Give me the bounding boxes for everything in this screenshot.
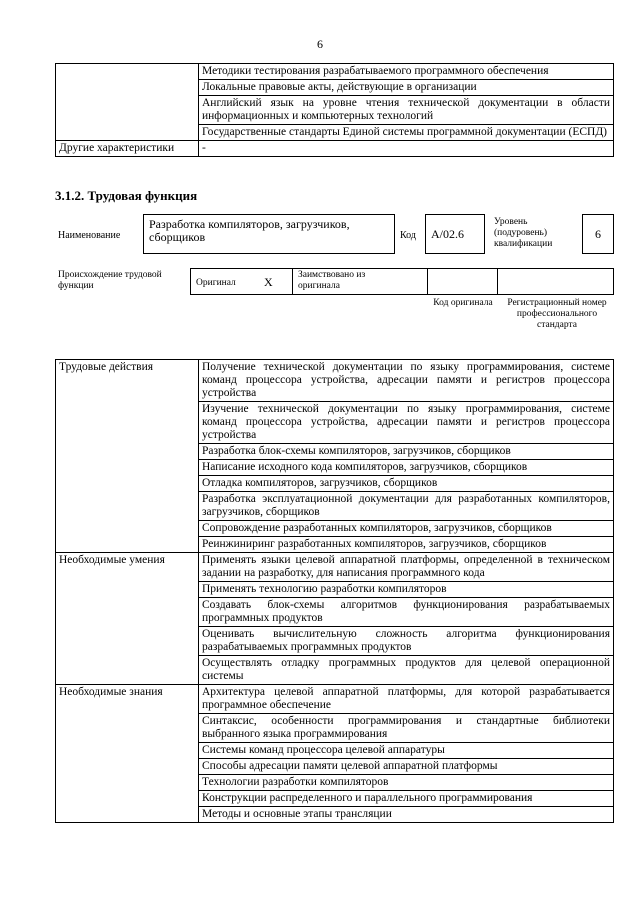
group-label: Трудовые действия (56, 360, 199, 553)
table-cell: Отладка компиляторов, загрузчиков, сборщиков (199, 476, 614, 492)
name-label: Наименование (58, 230, 121, 241)
table-row (56, 685, 614, 714)
code-label: Код (400, 230, 416, 241)
table-cell: Локальные правовые акты, действующие в организации (199, 80, 614, 96)
table-row (56, 360, 614, 402)
original-mark: X (264, 275, 273, 289)
table-cell: Государственные стандарты Единой системы программной документации (ЕСПД) (199, 125, 614, 141)
section-title: 3.1.2. Трудовая функция (55, 188, 198, 203)
table-row (56, 141, 614, 157)
function-name: Разработка компиляторов, загрузчиков, сборщиков (149, 217, 350, 244)
table-cell: Разработка эксплуатационной документации для разработанных компиляторов, загрузчиков, сборщиков (199, 492, 614, 521)
group-label: Необходимые знания (56, 685, 199, 823)
table-cell: Конструкции распределенного и параллельного программирования (199, 791, 614, 807)
registration-number-caption: Регистрационный номер профессионального стандарта (507, 298, 607, 330)
table-cell: Английский язык на уровне чтения технической документации в области информационных и компьютерных технологий (199, 96, 614, 125)
code-value: A/02.6 (431, 227, 464, 241)
origin-divider (427, 268, 428, 295)
original-label: Оригинал (196, 278, 236, 288)
other-characteristics-value: - (199, 141, 614, 157)
page-number: 6 (317, 37, 323, 51)
table-cell: Реинжиниринг разработанных компиляторов, загрузчиков, сборщиков (199, 537, 614, 553)
code-box (425, 214, 485, 254)
table-cell: Осуществлять отладку программных продуктов для целевой операционной системы (199, 656, 614, 685)
table-row (56, 64, 614, 80)
table-cell: Изучение технической документации по языку программирования, системе команд процессора устройства, адресации памяти и регистров процессора устройства (199, 402, 614, 444)
table-cell: Оценивать вычислительную сложность алгоритма функционирования разрабатываемых программных продуктов (199, 627, 614, 656)
level-box (582, 214, 614, 254)
table-cell: Синтаксис, особенности программирования и стандартные библиотеки выбранного языка программирования (199, 714, 614, 743)
origin-divider (497, 268, 498, 295)
table-cell: Архитектура целевой аппаратной платформы, для которой разрабатывается программное обеспечение (199, 685, 614, 714)
table-cell: Системы команд процессора целевой аппаратуры (199, 743, 614, 759)
function-name-box (143, 214, 395, 254)
borrowed-label: Заимствовано из оригинала (298, 270, 366, 291)
table-cell: Применять языки целевой аппаратной платформы, определенной в техническом задании на разработку, для написания программного кода (199, 553, 614, 582)
table-cell: Методики тестирования разрабатываемого программного обеспечения (199, 64, 614, 80)
table-cell: Способы адресации памяти целевой аппаратной платформы (199, 759, 614, 775)
origin-box (190, 268, 614, 295)
origin-label: Происхождение трудовой функции (58, 270, 162, 291)
table-cell: Методы и основные этапы трансляции (199, 807, 614, 823)
table-cell: Сопровождение разработанных компиляторов, загрузчиков, сборщиков (199, 521, 614, 537)
table-cell-empty (56, 64, 199, 141)
labor-function-table (55, 359, 614, 823)
continuation-table (55, 63, 614, 157)
level-label: Уровень (подуровень) квалификации (494, 217, 553, 249)
origin-divider (292, 268, 293, 295)
level-value: 6 (595, 227, 601, 241)
table-cell: Применять технологию разработки компиляторов (199, 582, 614, 598)
table-cell: Создавать блок-схемы алгоритмов функционирования разрабатываемых программных продуктов (199, 598, 614, 627)
table-cell: Написание исходного кода компиляторов, загрузчиков, сборщиков (199, 460, 614, 476)
table-row (56, 553, 614, 582)
code-original-caption: Код оригинала (433, 298, 493, 308)
table-cell: Технологии разработки компиляторов (199, 775, 614, 791)
other-characteristics-label: Другие характеристики (56, 141, 199, 157)
table-cell: Разработка блок-схемы компиляторов, загрузчиков, сборщиков (199, 444, 614, 460)
group-label: Необходимые умения (56, 553, 199, 685)
table-cell: Получение технической документации по языку программирования, системе команд процессора устройства, адресации памяти и регистров процессора устройства (199, 360, 614, 402)
